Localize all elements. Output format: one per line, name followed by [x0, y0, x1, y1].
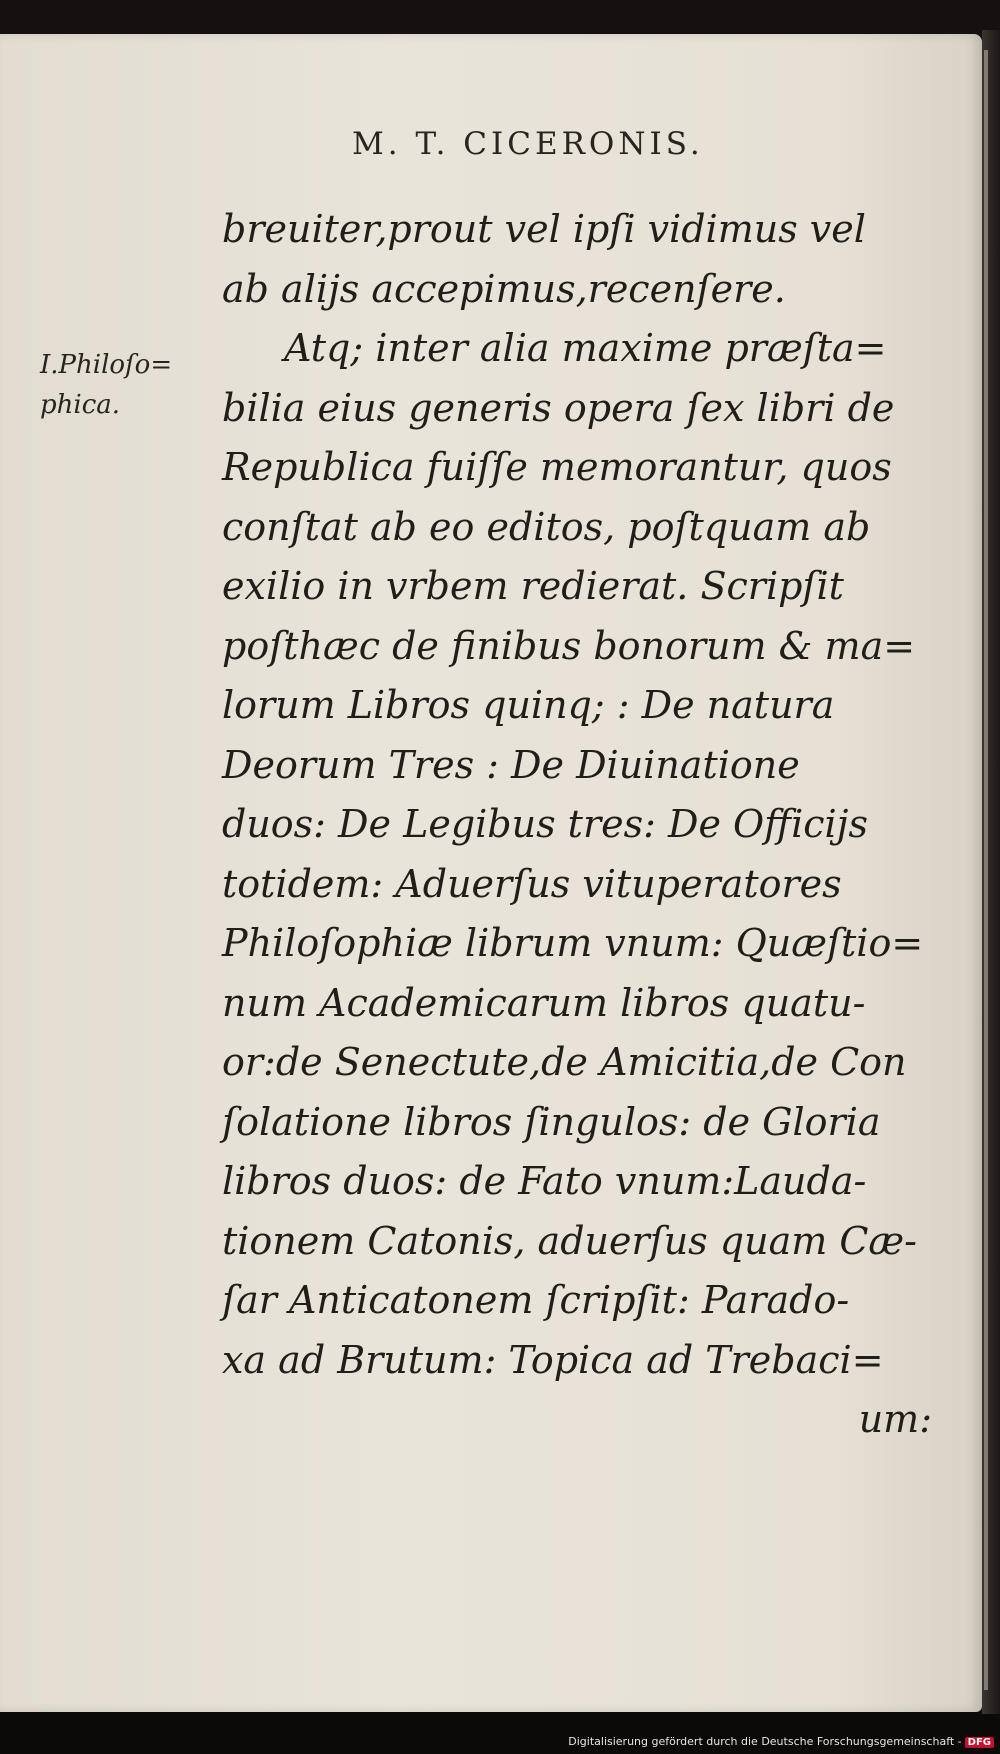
running-head: M. T. CICERONIS.: [352, 126, 704, 162]
text-line: xa ad Brutum: Topica ad Trebaci=: [222, 1337, 884, 1382]
text-line: poſthæc de finibus bonorum & ma=: [222, 623, 916, 668]
text-line: Philoſophiæ librum vnum: Quæſtio=: [222, 921, 924, 965]
text-line: Atq; inter alia maxime præſta=: [284, 326, 887, 370]
text-line: ab alijs accepimus,recenſere.: [222, 266, 786, 311]
text-line: tionem Catonis, aduerſus quam Cæ-: [222, 1218, 917, 1263]
book-top-edge: [0, 0, 1000, 38]
text-line: totidem: Aduerſus vituperatores: [222, 861, 842, 906]
dfg-logo: DFG: [965, 1737, 994, 1748]
text-line: bilia eius generis opera ſex libri de: [222, 385, 895, 430]
text-line: breuiter,prout vel ipſi vidimus vel: [222, 207, 866, 251]
marginal-note: [40, 345, 200, 425]
text-line: Deorum Tres : De Diuinatione: [222, 742, 800, 787]
text-line: libros duos: de Fato vnum:Lauda-: [222, 1159, 867, 1203]
text-line: exilio in vrbem redierat. Scripſit: [222, 564, 844, 608]
marginal-note-line: I.Philoſo=: [40, 350, 173, 380]
text-line: ſar Anticatonem ſcripſit: Parado-: [222, 1278, 850, 1322]
credit-text: Digitalisierung gefördert durch die Deutsche Forschungsgemeinschaft -: [568, 1735, 962, 1748]
digitization-credit: [568, 1735, 994, 1748]
body-text: [222, 200, 942, 1450]
catchword: um:: [858, 1397, 932, 1441]
text-line: ſolatione libros ſingulos: de Gloria: [222, 1099, 881, 1144]
text-line: duos: De Legibus tres: De Officijs: [222, 802, 868, 846]
text-line: conſtat ab eo editos, poſtquam ab: [222, 504, 871, 549]
book-right-edge: [982, 30, 1000, 1714]
text-line: or:de Senectute,de Amicitia,de Con: [222, 1040, 907, 1084]
text-line: Republica fuiſſe memorantur, quos: [222, 445, 892, 489]
text-line: num Academicarum libros quatu-: [222, 980, 866, 1025]
text-line: lorum Libros quinq; : De natura: [222, 683, 835, 727]
marginal-note-line: phica.: [40, 390, 121, 420]
